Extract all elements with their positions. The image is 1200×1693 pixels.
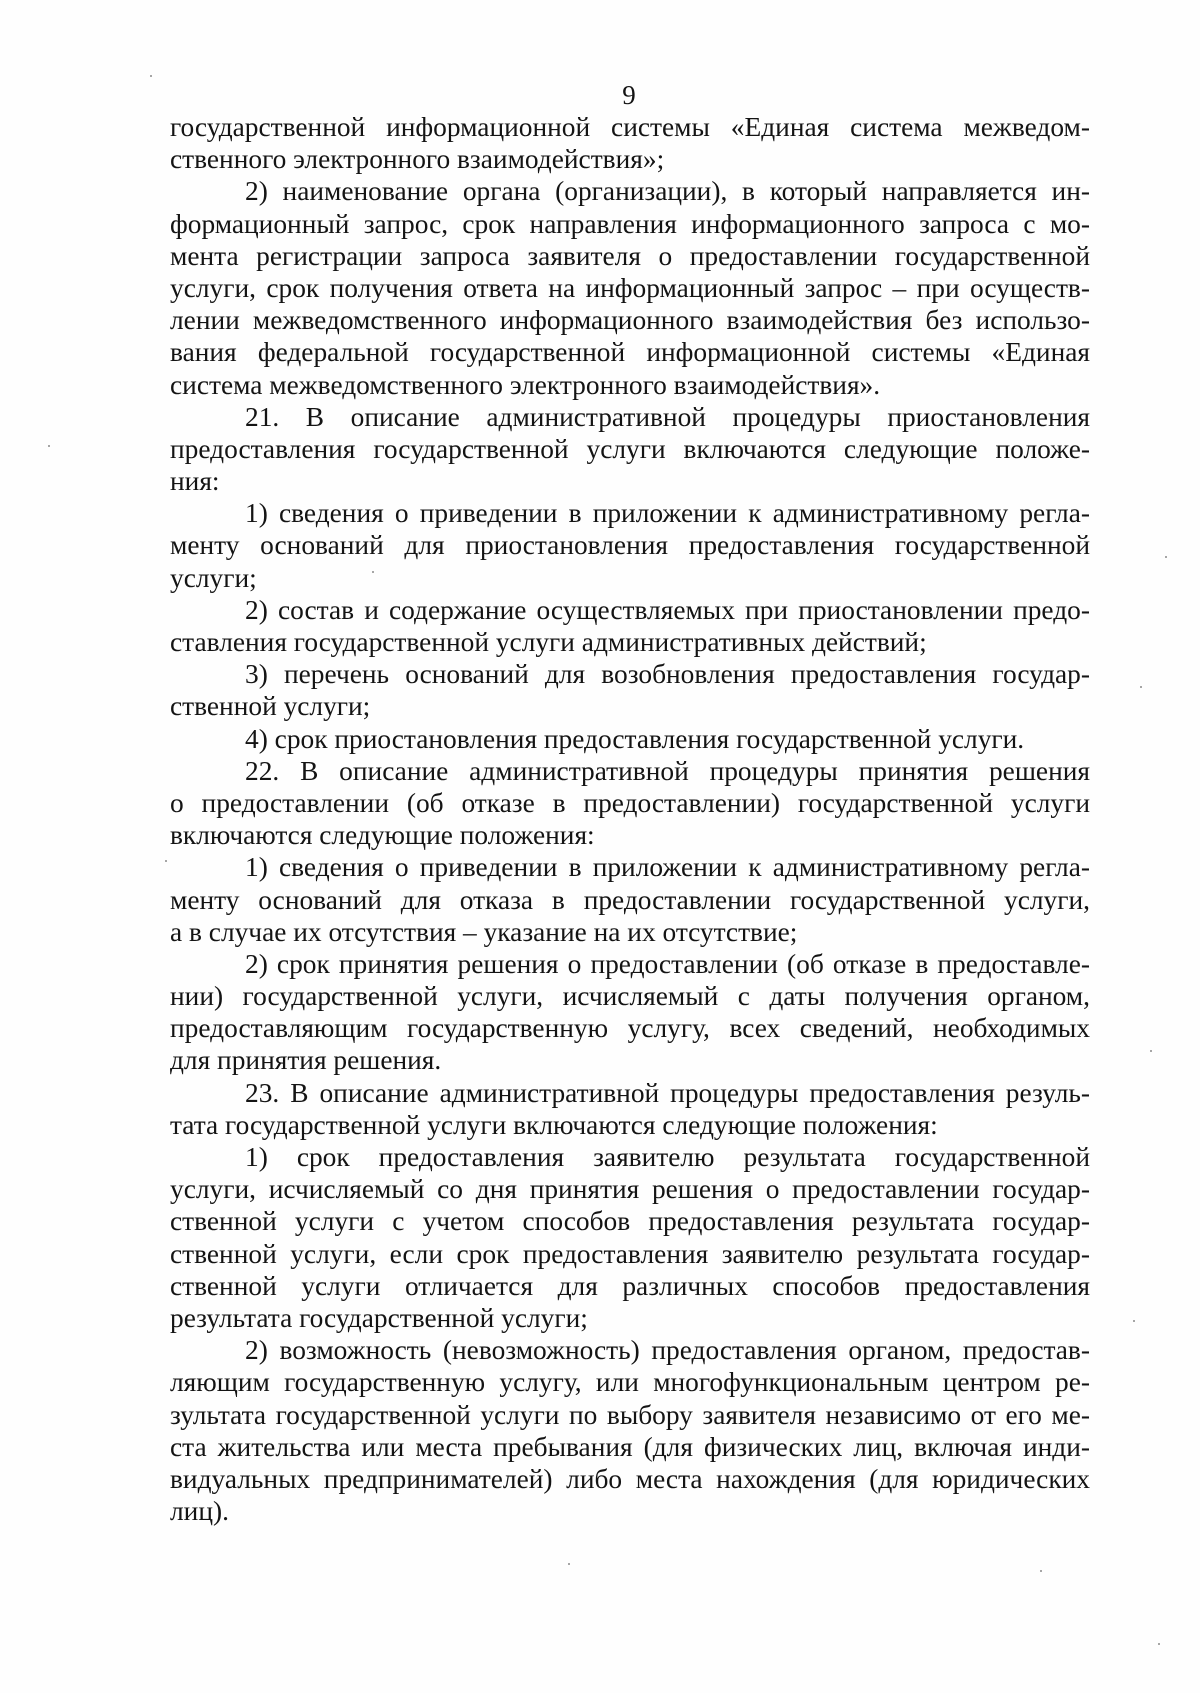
text-line: для принятия решения.: [170, 1045, 442, 1076]
text-line: ственной услуги, если срок предоставления заявителю результата государ-: [170, 1238, 1090, 1269]
text-line: 22. В описание административной процедуры принятия решения: [245, 755, 1090, 786]
text-line: 3) перечень оснований для возобновления предоставления государ-: [245, 659, 1090, 690]
text-line: ственного электронного взаимодействия»;: [170, 144, 665, 175]
scan-speck: [1150, 1050, 1152, 1052]
text-line: ляющим государственную услугу, или многофункциональным центром ре-: [170, 1367, 1090, 1398]
text-line: предоставляющим государственную услугу, всех сведений, необходимых: [170, 1013, 1090, 1044]
paragraph: [170, 1141, 1090, 1334]
text-line: ния:: [170, 466, 220, 497]
text-line: предоставления государственной услуги включаются следующие положе-: [170, 433, 1090, 464]
paragraph: [170, 851, 1090, 948]
text-line: видуальных предпринимателей) либо места нахождения (для юридических: [170, 1463, 1090, 1494]
text-line: 21. В описание административной процедуры приостановления: [245, 401, 1090, 432]
scan-speck: [165, 860, 167, 862]
text-line: 4) срок приостановления предоставления государственной услуги.: [245, 723, 1025, 754]
text-line: 2) наименование органа (организации), в который направляется ин-: [245, 176, 1090, 207]
text-line: ственной услуги отличается для различных способов предоставления: [170, 1270, 1090, 1301]
paragraph: [170, 723, 1090, 755]
text-line: ственной услуги с учетом способов предоставления результата государ-: [170, 1206, 1090, 1237]
paragraph: [170, 497, 1090, 594]
paragraph: [170, 1334, 1090, 1527]
text-line: государственной информационной системы «Единая система межведом-: [170, 112, 1090, 142]
text-line: ственной услуги;: [170, 691, 371, 722]
text-line: услуги, исчисляемый со дня принятия решения о предоставлении государ-: [170, 1174, 1090, 1205]
text-line: менту оснований для отказа в предоставлении государственной услуги,: [170, 884, 1090, 915]
text-line: 2) срок принятия решения о предоставлении (об отказе в предоставле-: [245, 948, 1090, 979]
text-line: тата государственной услуги включаются следующие положения:: [170, 1109, 938, 1140]
paragraph: [170, 111, 1090, 175]
paragraph: [170, 1077, 1090, 1141]
text-line: результата государственной услуги;: [170, 1302, 588, 1333]
paragraph: [170, 755, 1090, 852]
text-line: менту оснований для приостановления предоставления государственной: [170, 530, 1090, 561]
text-line: зультата государственной услуги по выбору заявителя независимо от его ме-: [170, 1399, 1090, 1430]
scan-speck: [1158, 1643, 1160, 1645]
paragraph: [170, 175, 1090, 400]
text-line: вания федеральной государственной информационной системы «Единая: [170, 337, 1090, 368]
text-line: 23. В описание административной процедуры предоставления резуль-: [245, 1077, 1090, 1108]
paragraph: [170, 658, 1090, 722]
scan-speck: [1140, 686, 1142, 688]
text-line: ста жительства или места пребывания (для физических лиц, включая инди-: [170, 1431, 1090, 1462]
text-line: нии) государственной услуги, исчисляемый с даты получения органом,: [170, 981, 1090, 1012]
text-line: услуги;: [170, 562, 257, 593]
scan-speck: [1165, 556, 1167, 558]
text-line: формационный запрос, срок направления информационного запроса с мо-: [170, 208, 1090, 239]
text-line: 1) срок предоставления заявителю результата государственной: [245, 1142, 1090, 1172]
text-line: 1) сведения о приведении в приложении к административному регла-: [245, 498, 1090, 529]
text-line: мента регистрации запроса заявителя о предоставлении государственной: [170, 240, 1090, 271]
text-line: включаются следующие положения:: [170, 820, 595, 851]
text-line: 2) состав и содержание осуществляемых при приостановлении предо-: [245, 594, 1090, 625]
text-line: система межведомственного электронного взаимодействия».: [170, 369, 881, 400]
scan-speck: [1040, 1570, 1042, 1572]
page-number: 9: [622, 80, 636, 110]
paragraph: [170, 948, 1090, 1077]
scan-speck: [48, 445, 50, 447]
scan-speck: [1133, 1320, 1135, 1322]
text-line: услуги, срок получения ответа на информационный запрос – при осуществ-: [170, 272, 1090, 303]
paragraph: [170, 401, 1090, 498]
scan-speck: [568, 1563, 570, 1565]
text-line: ставления государственной услуги административных действий;: [170, 627, 927, 657]
text-line: лении межведомственного информационного взаимодействия без использо-: [170, 305, 1090, 336]
scan-speck: [372, 571, 374, 573]
text-line: 2) возможность (невозможность) предоставления органом, предостав-: [245, 1335, 1090, 1366]
document-body: [170, 111, 1090, 1527]
text-line: 1) сведения о приведении в приложении к административному регла-: [245, 852, 1090, 883]
scan-speck: [150, 75, 152, 77]
text-line: лиц).: [170, 1496, 229, 1527]
text-line: о предоставлении (об отказе в предоставлении) государственной услуги: [170, 787, 1090, 818]
paragraph: [170, 594, 1090, 658]
text-line: а в случае их отсутствия – указание на их отсутствие;: [170, 916, 798, 947]
